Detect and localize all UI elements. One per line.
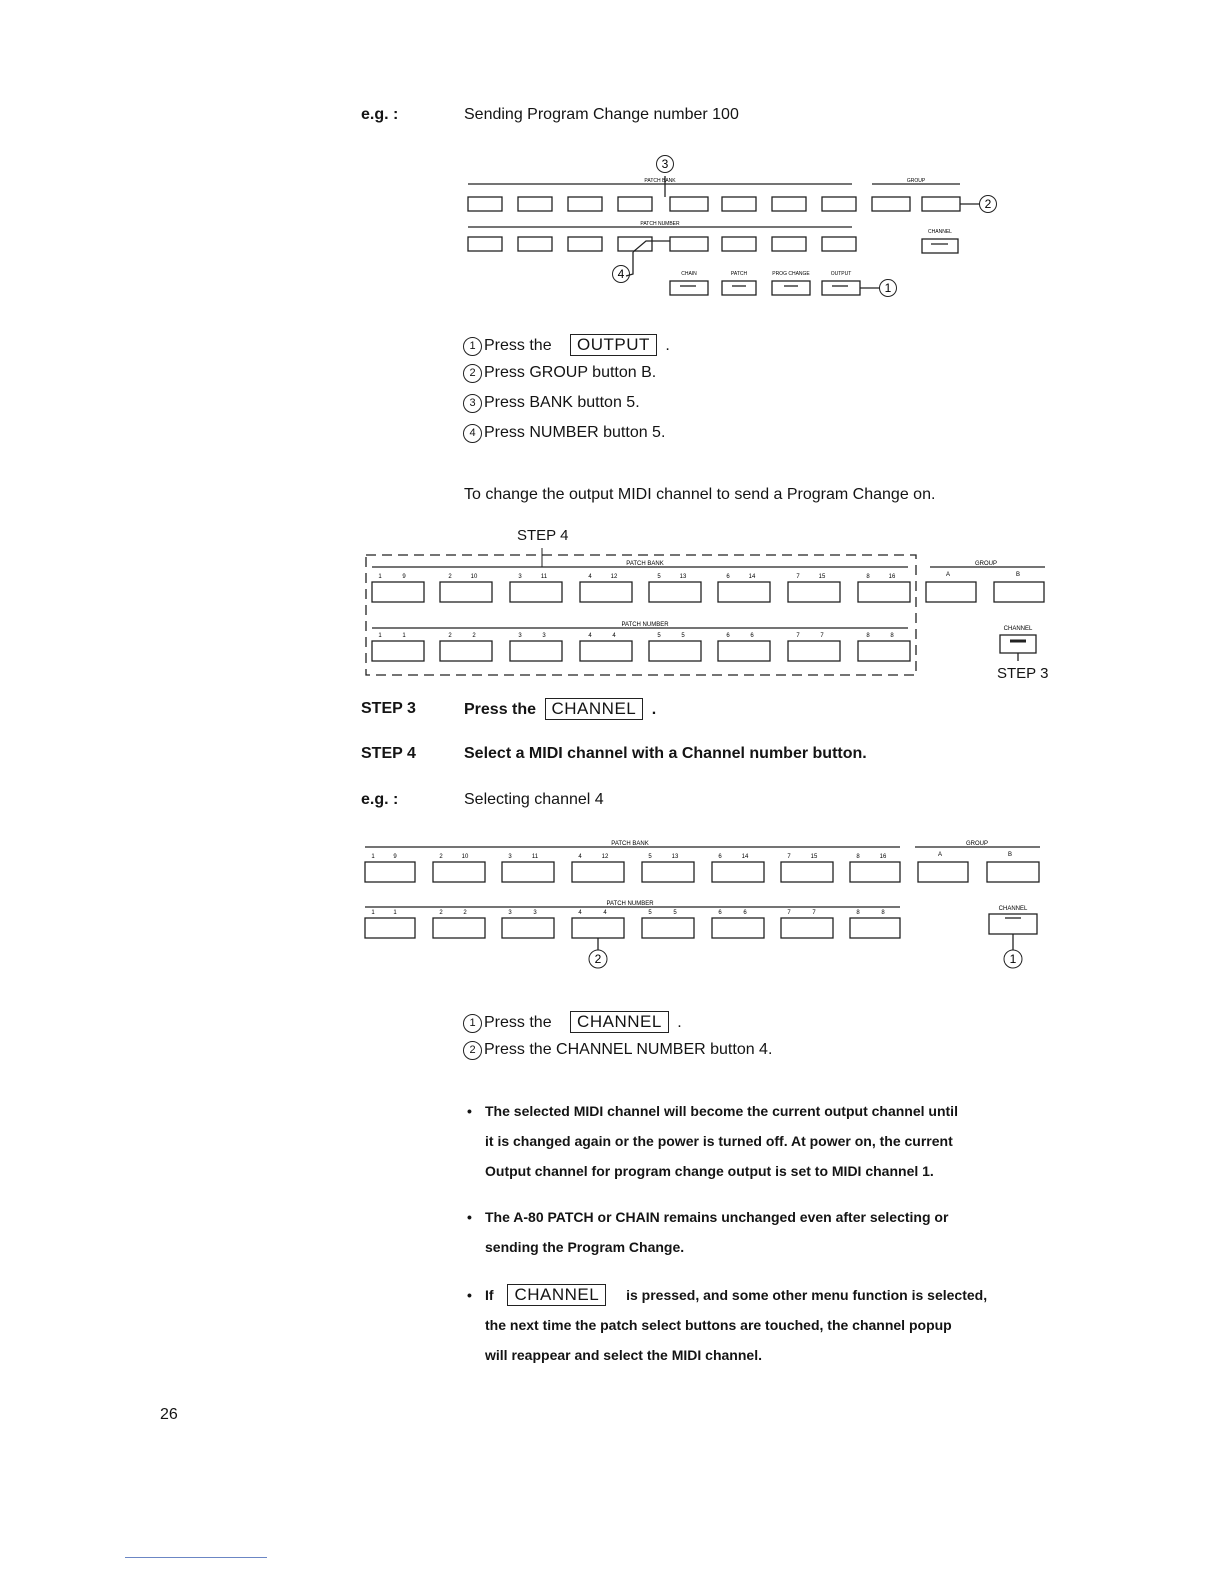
svg-text:6: 6 xyxy=(726,574,730,580)
callout2-text: 2 xyxy=(984,197,992,211)
svg-text:5: 5 xyxy=(648,910,652,916)
note-line: The A-80 PATCH or CHAIN remains unchanged even after selecting or xyxy=(485,1209,949,1225)
step-number-circle: 4 xyxy=(463,424,482,443)
step-suffix: . xyxy=(665,337,670,354)
svg-text:15: 15 xyxy=(818,574,826,580)
example2-step-2 xyxy=(463,1041,772,1071)
svg-text:2: 2 xyxy=(472,633,476,639)
svg-text:12: 12 xyxy=(601,854,609,860)
step4-instruction: Select a MIDI channel with a Channel number button. xyxy=(464,745,867,762)
note-line: sending the Program Change. xyxy=(485,1239,685,1255)
panel2-group-a: A xyxy=(945,572,951,578)
svg-text:8: 8 xyxy=(856,910,860,916)
step-text: Press the xyxy=(484,1014,552,1031)
svg-text:4: 4 xyxy=(603,910,607,916)
panel2-number-label: PATCH NUMBER xyxy=(621,622,669,628)
panel3-bank-numbers xyxy=(371,854,887,860)
svg-text:8: 8 xyxy=(866,633,870,639)
note3-text: is pressed, and some other menu function is selected, xyxy=(626,1287,988,1303)
panel2-number-numbers xyxy=(378,633,894,639)
panel2-group-b: B xyxy=(1015,572,1021,578)
step-text: Press the xyxy=(484,337,552,354)
panel2-bank-label: PATCH BANK xyxy=(626,561,664,567)
svg-text:8: 8 xyxy=(866,574,870,580)
svg-text:1: 1 xyxy=(371,910,375,916)
panel1-number-label: PATCH NUMBER xyxy=(640,221,680,227)
svg-text:7: 7 xyxy=(787,910,791,916)
note-line: will reappear and select the MIDI channel. xyxy=(485,1347,762,1363)
note-line: it is changed again or the power is turned off. At power on, the current xyxy=(485,1133,953,1149)
svg-text:3: 3 xyxy=(518,633,522,639)
svg-text:5: 5 xyxy=(648,854,652,860)
svg-text:12: 12 xyxy=(610,574,618,580)
svg-text:8: 8 xyxy=(890,633,894,639)
note-1 xyxy=(467,1096,958,1186)
svg-text:3: 3 xyxy=(518,574,522,580)
svg-text:11: 11 xyxy=(531,854,539,860)
step-number-circle: 3 xyxy=(463,394,482,413)
panel2-group-label: GROUP xyxy=(974,561,998,567)
svg-text:6: 6 xyxy=(750,633,754,639)
callout3-text: 3 xyxy=(661,157,669,171)
svg-text:16: 16 xyxy=(879,854,887,860)
example1-step-1 xyxy=(463,334,670,364)
example2-title: Selecting channel 4 xyxy=(464,791,604,808)
svg-text:5: 5 xyxy=(657,574,661,580)
svg-text:10: 10 xyxy=(461,854,469,860)
diagram-output-panel xyxy=(450,150,1010,310)
example1-title: Sending Program Change number 100 xyxy=(464,106,739,123)
svg-text:14: 14 xyxy=(741,854,749,860)
bullet-star-icon: • xyxy=(467,1103,472,1119)
footer-divider xyxy=(125,1557,267,1558)
svg-text:4: 4 xyxy=(578,854,582,860)
note-3 xyxy=(467,1280,988,1370)
step3-diagram-label: STEP 3 xyxy=(997,665,1049,682)
svg-text:1: 1 xyxy=(378,574,382,580)
svg-text:5: 5 xyxy=(657,633,661,639)
note3-prefix: If xyxy=(485,1287,494,1303)
step-number-circle: 2 xyxy=(463,1041,482,1060)
panel1-group-label: GROUP xyxy=(906,178,926,184)
step3-instruction xyxy=(464,698,656,720)
note-line: the next time the patch select buttons are touched, the channel popup xyxy=(485,1317,952,1333)
svg-text:5: 5 xyxy=(681,633,685,639)
note-2 xyxy=(467,1202,949,1262)
svg-text:4: 4 xyxy=(578,910,582,916)
step-text: Press GROUP button B. xyxy=(484,364,657,381)
step-text: Press the CHANNEL NUMBER button 4. xyxy=(484,1041,773,1058)
svg-text:1: 1 xyxy=(378,633,382,639)
svg-text:3: 3 xyxy=(508,910,512,916)
diagram-channel-select-panel xyxy=(360,545,1060,685)
example1-step-3 xyxy=(463,394,670,424)
svg-text:8: 8 xyxy=(856,854,860,860)
svg-text:13: 13 xyxy=(671,854,679,860)
step4-label: STEP 4 xyxy=(361,745,416,762)
step3-suffix: . xyxy=(651,701,657,718)
step-text: Press BANK button 5. xyxy=(484,394,640,411)
svg-text:6: 6 xyxy=(718,854,722,860)
example2-steps xyxy=(463,1011,772,1071)
svg-text:2: 2 xyxy=(463,910,467,916)
callout1-text: 1 xyxy=(1009,952,1017,966)
svg-text:7: 7 xyxy=(796,633,800,639)
svg-text:4: 4 xyxy=(588,633,592,639)
step-number-circle: 2 xyxy=(463,364,482,383)
panel3-number-label: PATCH NUMBER xyxy=(606,901,654,907)
svg-text:1: 1 xyxy=(393,910,397,916)
svg-text:7: 7 xyxy=(796,574,800,580)
panel3-bank-label: PATCH BANK xyxy=(611,841,649,847)
svg-text:9: 9 xyxy=(402,574,406,580)
step-suffix: . xyxy=(677,1014,682,1031)
dashed-outline xyxy=(366,555,916,675)
svg-text:3: 3 xyxy=(533,910,537,916)
svg-text:10: 10 xyxy=(470,574,478,580)
example1-step-2 xyxy=(463,364,670,394)
note-line: Output channel for program change output is set to MIDI channel 1. xyxy=(485,1163,934,1179)
intro-text: To change the output MIDI channel to send a Program Change on. xyxy=(464,486,936,503)
step3-text: Press the xyxy=(464,701,537,718)
panel1-progchange-label: PROG CHANGE xyxy=(772,271,810,277)
svg-text:14: 14 xyxy=(748,574,756,580)
panel3-channel-label: CHANNEL xyxy=(998,906,1028,912)
step3-label: STEP 3 xyxy=(361,700,416,717)
svg-text:2: 2 xyxy=(439,854,443,860)
svg-text:15: 15 xyxy=(810,854,818,860)
bullet-star-icon: • xyxy=(467,1287,472,1303)
svg-text:13: 13 xyxy=(679,574,687,580)
example1-steps xyxy=(463,334,670,454)
svg-text:5: 5 xyxy=(673,910,677,916)
svg-text:2: 2 xyxy=(439,910,443,916)
output-button-label: OUTPUT xyxy=(570,334,657,356)
panel2-channel-label: CHANNEL xyxy=(1003,626,1033,632)
svg-text:4: 4 xyxy=(612,633,616,639)
panel3-group-a: A xyxy=(937,852,943,858)
svg-text:1: 1 xyxy=(402,633,406,639)
svg-text:6: 6 xyxy=(718,910,722,916)
panel1-patch-label: PATCH xyxy=(730,271,748,277)
page-number: 26 xyxy=(160,1406,178,1423)
svg-text:2: 2 xyxy=(448,574,452,580)
callout2-text: 2 xyxy=(594,952,602,966)
example1-step-4 xyxy=(463,424,670,454)
step-number-circle: 1 xyxy=(463,1014,482,1033)
svg-text:6: 6 xyxy=(743,910,747,916)
panel3-group-b: B xyxy=(1007,852,1013,858)
panel1-chain-label: CHAIN xyxy=(681,271,697,277)
step4-diagram-label: STEP 4 xyxy=(517,527,569,544)
svg-text:2: 2 xyxy=(448,633,452,639)
svg-text:11: 11 xyxy=(540,574,548,580)
channel-button-label: CHANNEL xyxy=(507,1284,606,1306)
svg-text:7: 7 xyxy=(787,854,791,860)
bullet-star-icon: • xyxy=(467,1209,472,1225)
example1-label: e.g. : xyxy=(361,106,399,123)
callout4-text: 4 xyxy=(617,267,625,281)
svg-text:8: 8 xyxy=(881,910,885,916)
note-line: The selected MIDI channel will become the current output channel until xyxy=(485,1103,958,1119)
svg-text:7: 7 xyxy=(812,910,816,916)
panel3-number-numbers xyxy=(371,910,885,916)
svg-text:4: 4 xyxy=(588,574,592,580)
step-number-circle: 1 xyxy=(463,337,482,356)
diagram-channel-example-panel xyxy=(355,832,1055,982)
svg-text:6: 6 xyxy=(726,633,730,639)
svg-text:1: 1 xyxy=(371,854,375,860)
note-line xyxy=(485,1280,987,1310)
example2-step-1 xyxy=(463,1011,772,1041)
svg-text:9: 9 xyxy=(393,854,397,860)
panel1-bank-label: PATCH BANK xyxy=(644,178,676,184)
step-text: Press NUMBER button 5. xyxy=(484,424,666,441)
svg-text:3: 3 xyxy=(508,854,512,860)
channel-button-label: CHANNEL xyxy=(545,698,644,720)
svg-text:7: 7 xyxy=(820,633,824,639)
svg-text:3: 3 xyxy=(542,633,546,639)
panel1-channel-label: CHANNEL xyxy=(928,229,952,235)
example2-label: e.g. : xyxy=(361,791,399,808)
panel3-group-label: GROUP xyxy=(965,841,989,847)
svg-text:16: 16 xyxy=(888,574,896,580)
panel1-output-label: OUTPUT xyxy=(830,271,852,277)
panel2-bank-numbers xyxy=(378,574,896,580)
callout1-text: 1 xyxy=(884,281,892,295)
channel-button-label: CHANNEL xyxy=(570,1011,669,1033)
